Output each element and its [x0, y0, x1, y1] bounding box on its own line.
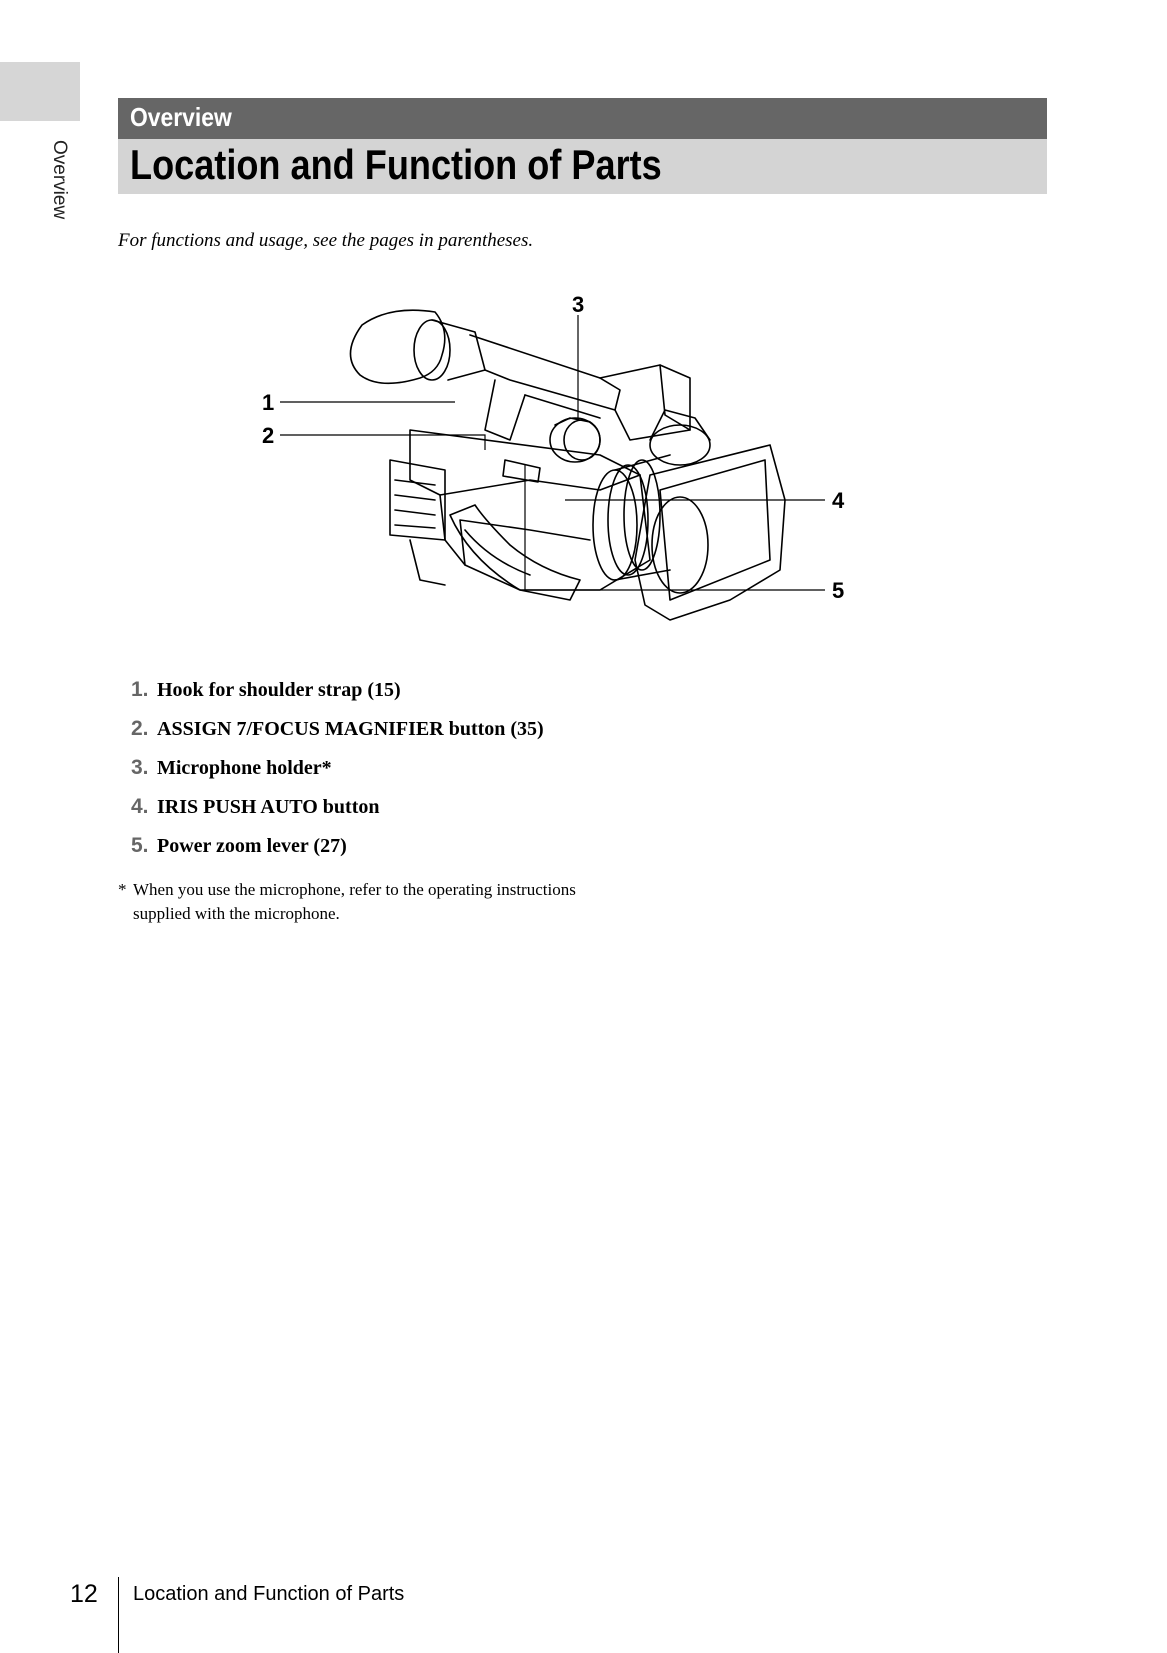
footnote-text: When you use the microphone, refer to the operating instructions supplied with the microphone. [133, 880, 576, 923]
side-panel-shape [390, 460, 445, 540]
item-number: 5. [131, 834, 149, 857]
footnote-marker: * [118, 880, 127, 899]
list-item [131, 676, 561, 704]
zoom-lever-shape [503, 460, 540, 482]
handle-shape [470, 335, 620, 410]
page-number: 12 [70, 1580, 98, 1608]
camcorder-illustration [262, 292, 900, 670]
item-label: ASSIGN 7/FOCUS MAGNIFIER button (35) [157, 718, 544, 740]
footer-title: Location and Function of Parts [133, 1583, 405, 1605]
footnote [118, 878, 578, 926]
footer-divider [118, 1577, 119, 1653]
section-header [118, 98, 1047, 139]
lens-hood-shape [635, 445, 785, 620]
grip-strap-shape [450, 505, 580, 600]
item-label: Power zoom lever (27) [157, 835, 347, 857]
eyecup-shape [350, 310, 444, 383]
item-number: 1. [131, 678, 149, 701]
item-number: 2. [131, 717, 149, 740]
list-item [131, 832, 561, 860]
intro-text: For functions and usage, see the pages in parentheses. [118, 230, 534, 251]
item-number: 4. [131, 795, 149, 818]
callout-2: 2 [262, 423, 275, 448]
parts-list [131, 676, 561, 871]
top-block-shape [600, 365, 690, 440]
list-item [131, 754, 561, 782]
page-title: Location and Function of Parts [130, 141, 662, 188]
side-tab [0, 62, 80, 121]
callout-4: 4 [832, 488, 845, 513]
callout-1: 1 [262, 390, 275, 415]
side-tab-label: Overview [49, 140, 70, 220]
item-number: 3. [131, 756, 149, 779]
callout-5: 5 [832, 578, 845, 603]
item-label: Hook for shoulder strap (15) [157, 679, 401, 701]
item-label: Microphone holder* [157, 757, 332, 779]
list-item [131, 715, 561, 743]
page-title-bar [118, 139, 1047, 194]
item-label: IRIS PUSH AUTO button [157, 796, 380, 818]
list-item [131, 793, 561, 821]
section-title: Overview [130, 102, 232, 132]
callout-3: 3 [572, 292, 585, 317]
camera-body-shape [410, 430, 650, 590]
